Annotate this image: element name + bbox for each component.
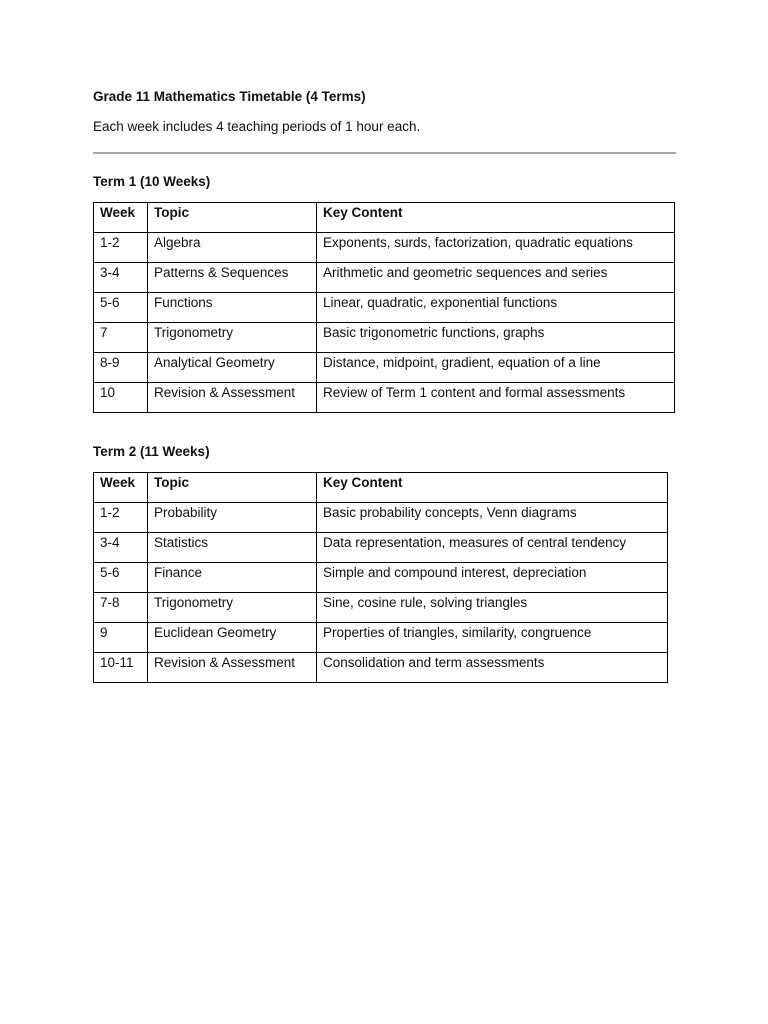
column-header-content: Key Content [317,203,675,233]
table-row [94,653,668,683]
content-cell: Simple and compound interest, depreciation [317,563,668,593]
term-1-heading: Term 1 (10 Weeks) [93,174,211,189]
content-cell: Distance, midpoint, gradient, equation of a line [317,353,675,383]
table-row [94,503,668,533]
term-1-table [93,202,675,413]
content-cell: Consolidation and term assessments [317,653,668,683]
topic-cell: Euclidean Geometry [148,623,317,653]
content-cell: Properties of triangles, similarity, congruence [317,623,668,653]
horizontal-rule [93,152,676,154]
week-cell: 10-11 [94,653,148,683]
table-row [94,563,668,593]
topic-cell: Statistics [148,533,317,563]
table-row [94,293,675,323]
topic-cell: Trigonometry [148,323,317,353]
topic-cell: Algebra [148,233,317,263]
table-header-row [94,203,675,233]
column-header-week: Week [94,473,148,503]
table-row [94,533,668,563]
table-row [94,623,668,653]
week-cell: 1-2 [94,233,148,263]
document-page [93,88,676,683]
content-cell: Sine, cosine rule, solving triangles [317,593,668,623]
table-row [94,323,675,353]
week-cell: 8-9 [94,353,148,383]
week-cell: 10 [94,383,148,413]
intro-text: Each week includes 4 teaching periods of 1 hour each. [93,119,421,134]
week-cell: 5-6 [94,563,148,593]
content-cell: Arithmetic and geometric sequences and series [317,263,675,293]
topic-cell: Analytical Geometry [148,353,317,383]
term-2-heading: Term 2 (11 Weeks) [93,444,210,459]
column-header-week: Week [94,203,148,233]
topic-cell: Functions [148,293,317,323]
topic-cell: Revision & Assessment [148,383,317,413]
week-cell: 3-4 [94,263,148,293]
column-header-topic: Topic [148,203,317,233]
table-row [94,383,675,413]
column-header-content: Key Content [317,473,668,503]
topic-cell: Probability [148,503,317,533]
column-header-topic: Topic [148,473,317,503]
table-row [94,593,668,623]
content-cell: Basic trigonometric functions, graphs [317,323,675,353]
content-cell: Review of Term 1 content and formal assessments [317,383,675,413]
table-row [94,353,675,383]
content-cell: Data representation, measures of central tendency [317,533,668,563]
content-cell: Linear, quadratic, exponential functions [317,293,675,323]
term-2-table [93,472,668,683]
week-cell: 1-2 [94,503,148,533]
document-title: Grade 11 Mathematics Timetable (4 Terms) [93,89,366,104]
table-row [94,263,675,293]
topic-cell: Patterns & Sequences [148,263,317,293]
week-cell: 5-6 [94,293,148,323]
table-header-row [94,473,668,503]
topic-cell: Revision & Assessment [148,653,317,683]
week-cell: 7 [94,323,148,353]
topic-cell: Finance [148,563,317,593]
week-cell: 9 [94,623,148,653]
week-cell: 3-4 [94,533,148,563]
table-row [94,233,675,263]
content-cell: Exponents, surds, factorization, quadratic equations [317,233,675,263]
topic-cell: Trigonometry [148,593,317,623]
week-cell: 7-8 [94,593,148,623]
content-cell: Basic probability concepts, Venn diagrams [317,503,668,533]
